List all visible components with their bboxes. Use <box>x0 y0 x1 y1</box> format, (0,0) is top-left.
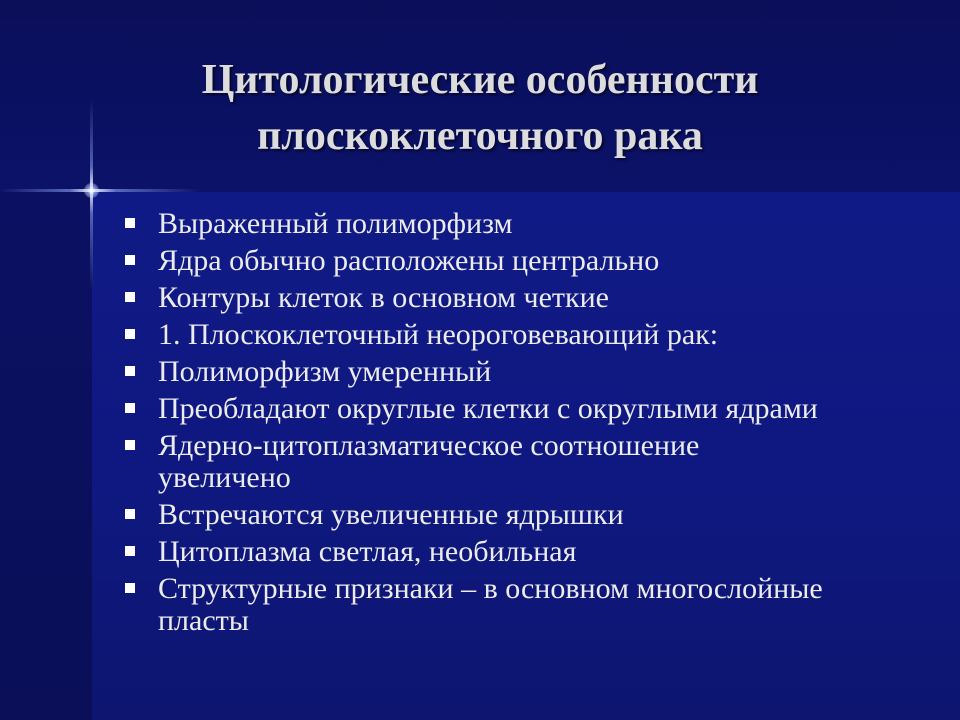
left-margin-background <box>0 192 92 720</box>
slide-title-line-2: плоскоклеточного рака <box>257 113 703 159</box>
bullet-square-icon <box>125 218 135 228</box>
bullet-square-icon <box>125 403 135 413</box>
bullet-text: Ядра обычно расположены центрально <box>158 244 660 277</box>
slide-title <box>60 52 900 164</box>
bullet-item <box>123 356 823 388</box>
bullet-item <box>123 208 823 240</box>
sparkle-horizontal-ray <box>0 189 200 192</box>
bullet-text: Контуры клеток в основном четкие <box>158 281 609 314</box>
bullet-item <box>123 282 823 314</box>
bullet-item <box>123 536 823 568</box>
bullet-text: Преобладают округлые клетки с округлыми ядрами <box>158 392 818 425</box>
bullet-square-icon <box>125 255 135 265</box>
bullet-square-icon <box>125 509 135 519</box>
bullet-list <box>123 208 823 642</box>
bullet-item <box>123 430 823 494</box>
bullet-item <box>123 573 823 637</box>
bullet-text: Встречаются увеличенные ядрышки <box>158 498 624 531</box>
bullet-item <box>123 499 823 531</box>
bullet-item <box>123 319 823 351</box>
bullet-text: 1. Плоскоклеточный неороговевающий рак: <box>158 318 719 351</box>
bullet-square-icon <box>125 583 135 593</box>
sparkle-icon <box>84 183 99 198</box>
bullet-text: Выраженный полиморфизм <box>158 207 513 240</box>
bullet-square-icon <box>125 546 135 556</box>
bullet-text: Цитоплазма светлая, необильная <box>158 535 577 568</box>
bullet-text: Структурные признаки – в основном многослойные пласты <box>158 572 823 637</box>
bullet-square-icon <box>125 329 135 339</box>
bullet-item <box>123 393 823 425</box>
bullet-square-icon <box>125 292 135 302</box>
bullet-text: Ядерно-цитоплазматическое соотношение увеличено <box>158 429 700 494</box>
bullet-item <box>123 245 823 277</box>
bullet-text: Полиморфизм умеренный <box>158 355 492 388</box>
bullet-square-icon <box>125 440 135 450</box>
slide-title-line-1: Цитологические особенности <box>201 57 759 103</box>
bullet-square-icon <box>125 366 135 376</box>
